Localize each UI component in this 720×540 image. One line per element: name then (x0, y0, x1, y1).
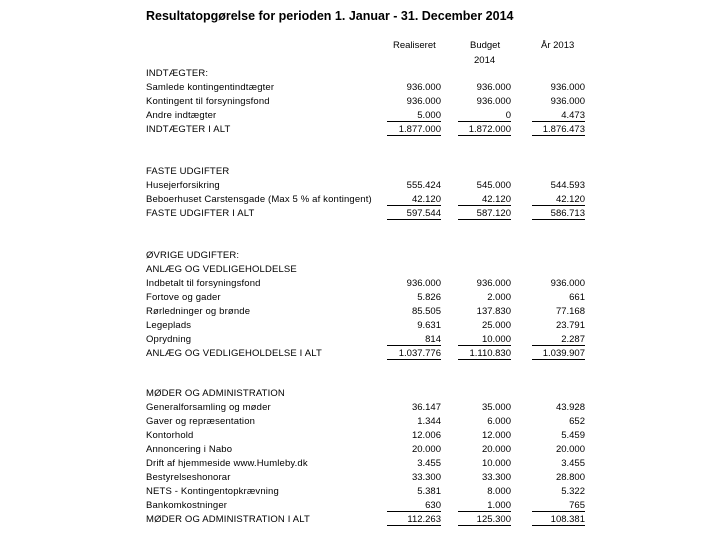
value-aar2013: 936.000 (550, 82, 585, 93)
value-aar2013: 77.168 (555, 306, 585, 317)
total-row (146, 347, 596, 361)
total-row (146, 123, 596, 137)
value-aar2013: 4.473 (532, 109, 585, 122)
value-aar2013: 1.876.473 (532, 123, 585, 136)
value-realiseret: 5.381 (417, 486, 441, 497)
section-heading-label: ØVRIGE UDGIFTER: (146, 250, 240, 261)
value-realiseret: 1.344 (417, 416, 441, 427)
value-aar2013: 1.039.907 (532, 347, 585, 360)
section-heading (146, 387, 596, 401)
value-aar2013: 652 (569, 416, 585, 427)
value-realiseret: 42.120 (387, 193, 441, 206)
value-realiseret: 9.631 (417, 320, 441, 331)
value-realiseret: 85.505 (411, 306, 441, 317)
table-row-label: Oprydning (146, 334, 192, 345)
page-title: Resultatopgørelse for perioden 1. Januar - 31. December 2014 (146, 9, 514, 23)
section-heading (146, 249, 596, 263)
section-heading-label: INDTÆGTER: (146, 68, 209, 79)
value-budget: 6.000 (487, 416, 511, 427)
value-realiseret: 1.877.000 (387, 123, 441, 136)
table-row-label: Drift af hjemmeside www.Humleby.dk (146, 458, 308, 469)
table-row-label: Husejerforsikring (146, 180, 220, 191)
table-row (146, 429, 596, 443)
table-row (146, 277, 596, 291)
value-realiseret: 936.000 (406, 82, 441, 93)
table-row-label: Legeplads (146, 320, 192, 331)
total-row-label: MØDER OG ADMINISTRATION I ALT (146, 514, 310, 525)
table-row-label: Kontorhold (146, 430, 194, 441)
table-row-label: Bestyrelseshonorar (146, 472, 231, 483)
value-aar2013: 586.713 (532, 207, 585, 220)
value-budget: 936.000 (476, 82, 511, 93)
total-row (146, 513, 596, 527)
value-budget: 35.000 (481, 402, 511, 413)
value-aar2013: 108.381 (532, 513, 585, 526)
value-budget: 33.300 (481, 472, 511, 483)
value-budget: 10.000 (458, 333, 511, 346)
table-row-label: Gaver og repræsentation (146, 416, 256, 427)
value-realiseret: 555.424 (406, 180, 441, 191)
value-budget: 1.872.000 (458, 123, 511, 136)
value-aar2013: 936.000 (550, 96, 585, 107)
value-aar2013: 765 (532, 499, 585, 512)
value-realiseret: 630 (387, 499, 441, 512)
value-budget: 137.830 (476, 306, 511, 317)
table-row-label: Samlede kontingentindtægter (146, 82, 275, 93)
table-row (146, 471, 596, 485)
section-heading (146, 67, 596, 81)
section-heading-label: MØDER OG ADMINISTRATION (146, 388, 285, 399)
value-budget: 10.000 (481, 458, 511, 469)
value-aar2013: 43.928 (555, 402, 585, 413)
value-budget: 545.000 (476, 180, 511, 191)
table-row (146, 95, 596, 109)
value-realiseret: 36.147 (411, 402, 441, 413)
table-row-label: Bankomkostninger (146, 500, 228, 511)
table-row (146, 109, 596, 123)
table-row (146, 499, 596, 513)
section-heading-label: ANLÆG OG VEDLIGEHOLDELSE (146, 264, 297, 275)
column-header-budget: Budget (470, 40, 501, 51)
table-row-label: Fortove og gader (146, 292, 221, 303)
value-aar2013: 42.120 (532, 193, 585, 206)
table-row (146, 179, 596, 193)
value-aar2013: 5.459 (561, 430, 585, 441)
value-realiseret: 20.000 (411, 444, 441, 455)
value-aar2013: 2.287 (532, 333, 585, 346)
total-row-label: FASTE UDGIFTER I ALT (146, 208, 255, 219)
table-row-label: Andre indtægter (146, 110, 217, 121)
table-row (146, 193, 596, 207)
value-realiseret: 12.006 (411, 430, 441, 441)
table-row (146, 401, 596, 415)
table-row-label: Generalforsamling og møder (146, 402, 271, 413)
value-realiseret: 936.000 (406, 278, 441, 289)
value-realiseret: 33.300 (411, 472, 441, 483)
value-budget: 8.000 (487, 486, 511, 497)
column-header-budget-year: 2014 (474, 55, 496, 66)
table-row (146, 443, 596, 457)
value-budget: 25.000 (481, 320, 511, 331)
value-aar2013: 23.791 (555, 320, 585, 331)
table-row (146, 291, 596, 305)
value-aar2013: 20.000 (555, 444, 585, 455)
table-row (146, 333, 596, 347)
table-row (146, 415, 596, 429)
value-budget: 125.300 (458, 513, 511, 526)
value-budget: 12.000 (481, 430, 511, 441)
value-budget: 587.120 (458, 207, 511, 220)
value-realiseret: 814 (387, 333, 441, 346)
table-row (146, 319, 596, 333)
total-row-label: INDTÆGTER I ALT (146, 124, 231, 135)
value-budget: 20.000 (481, 444, 511, 455)
value-budget: 1.110.830 (458, 347, 511, 360)
section-heading-label: FASTE UDGIFTER (146, 166, 230, 177)
value-aar2013: 661 (569, 292, 585, 303)
table-row-label: Annoncering i Nabo (146, 444, 233, 455)
value-budget: 2.000 (487, 292, 511, 303)
column-header-aar-2013: År 2013 (541, 40, 575, 51)
table-row-label: Kontingent til forsyningsfond (146, 96, 270, 107)
value-realiseret: 936.000 (406, 96, 441, 107)
value-aar2013: 936.000 (550, 278, 585, 289)
total-row-label: ANLÆG OG VEDLIGEHOLDELSE I ALT (146, 348, 322, 359)
table-row-label: Rørledninger og brønde (146, 306, 251, 317)
column-header-realiseret: Realiseret (393, 40, 436, 51)
value-realiseret: 5.000 (387, 109, 441, 122)
table-row-label: Beboerhuset Carstensgade (Max 5 % af kontingent) (146, 194, 372, 205)
table-row (146, 81, 596, 95)
value-realiseret: 597.544 (387, 207, 441, 220)
value-realiseret: 1.037.776 (387, 347, 441, 360)
value-budget: 0 (458, 109, 511, 122)
total-row (146, 207, 596, 221)
value-budget: 936.000 (476, 96, 511, 107)
table-row-label: NETS - Kontingentopkrævning (146, 486, 279, 497)
table-row-label: Indbetalt til forsyningsfond (146, 278, 261, 289)
value-budget: 936.000 (476, 278, 511, 289)
section-heading (146, 165, 596, 179)
value-aar2013: 5.322 (561, 486, 585, 497)
value-realiseret: 5.826 (417, 292, 441, 303)
value-aar2013: 28.800 (555, 472, 585, 483)
section-heading (146, 263, 596, 277)
value-aar2013: 544.593 (550, 180, 585, 191)
value-realiseret: 3.455 (417, 458, 441, 469)
table-row (146, 485, 596, 499)
value-aar2013: 3.455 (561, 458, 585, 469)
value-realiseret: 112.263 (387, 513, 441, 526)
value-budget: 42.120 (458, 193, 511, 206)
table-row (146, 305, 596, 319)
table-row (146, 457, 596, 471)
value-budget: 1.000 (458, 499, 511, 512)
